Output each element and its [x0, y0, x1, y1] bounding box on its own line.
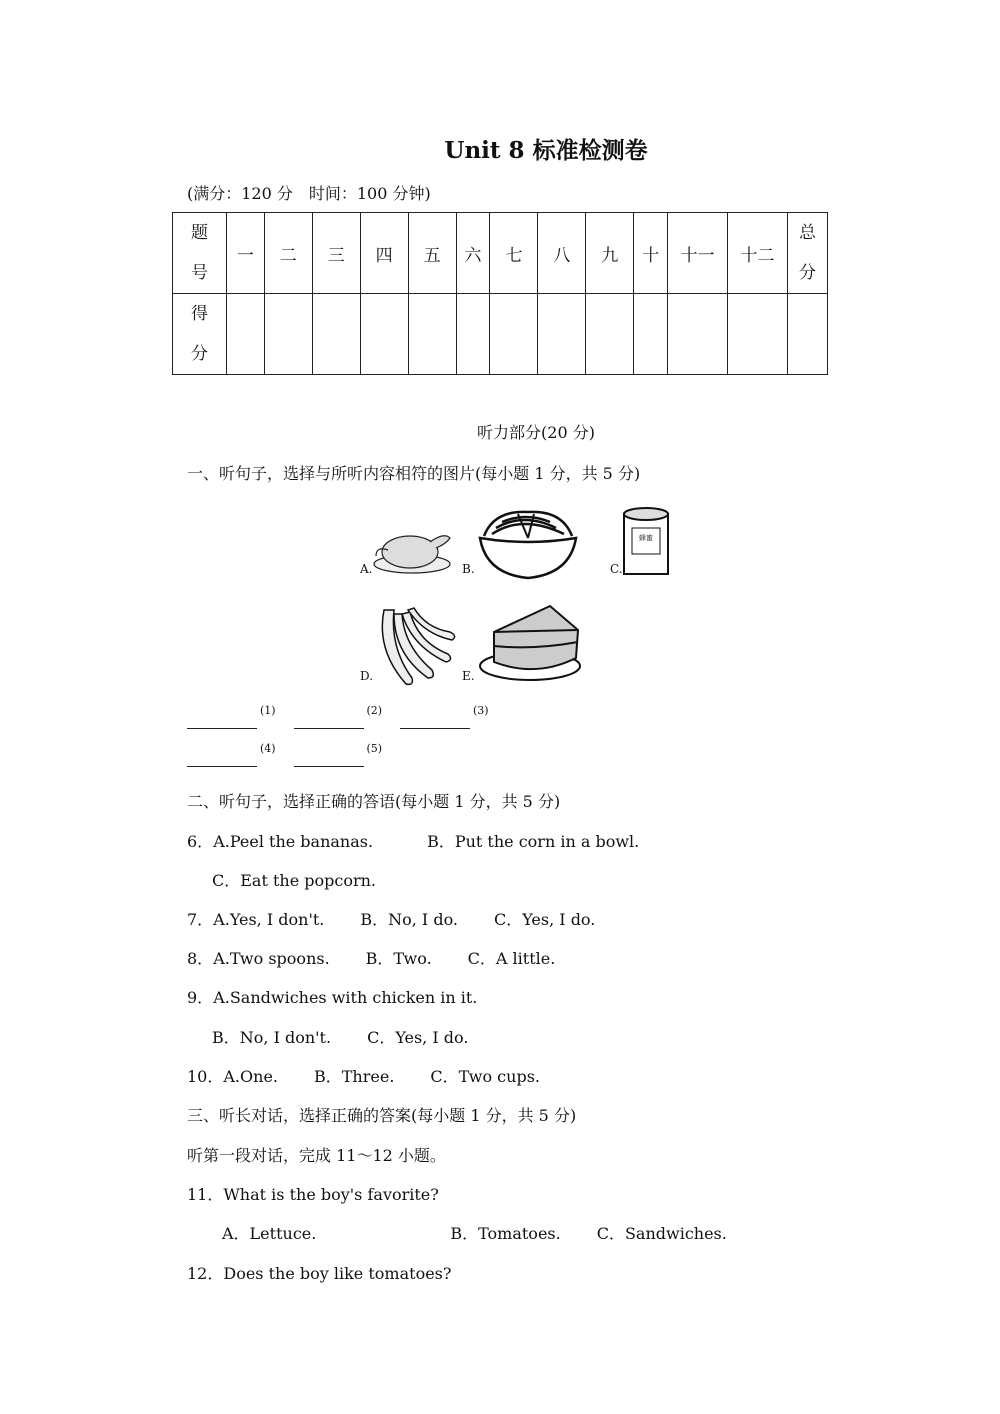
column-header: 十二 [728, 213, 788, 294]
answer-blank[interactable] [187, 714, 257, 729]
column-header: 七 [490, 213, 538, 294]
question-11: 11．What is the boy's favorite? [187, 1185, 439, 1204]
column-header: 十一 [668, 213, 728, 294]
score-cell[interactable] [538, 294, 586, 375]
question-number: 8． [187, 949, 214, 968]
blank-number: (3) [473, 704, 489, 717]
total-score-cell[interactable] [787, 294, 827, 375]
column-header: 五 [408, 213, 456, 294]
header-label-cell: 题 号 [173, 213, 227, 294]
score-cell[interactable] [226, 294, 264, 375]
blank-number: (5) [366, 742, 383, 755]
answer-blank[interactable] [294, 752, 364, 767]
question-number: 6． [187, 832, 214, 851]
cake-icon [478, 602, 588, 686]
score-cell[interactable] [264, 294, 312, 375]
option-a[interactable]: A.Two spoons. [213, 949, 330, 968]
question-7 [187, 907, 595, 930]
option-a[interactable]: A．Lettuce. [222, 1224, 317, 1243]
can-label-text: 蜂蜜 [639, 534, 653, 542]
question-9 [187, 985, 477, 1008]
score-table-score-row [173, 294, 828, 375]
question-6-option-c[interactable]: C．Eat the popcorn. [212, 871, 377, 890]
option-b[interactable]: B．Put the corn in a bowl. [427, 832, 640, 851]
score-cell[interactable] [360, 294, 408, 375]
question-8 [187, 946, 555, 969]
score-table [172, 212, 828, 375]
column-header: 二 [264, 213, 312, 294]
part1-heading: 一、听句子，选择与所听内容相符的图片(每小题 1 分，共 5 分) [187, 464, 641, 483]
listening-section-title: 听力部分(20 分) [477, 423, 595, 442]
score-cell[interactable] [634, 294, 668, 375]
question-11-options [222, 1221, 727, 1244]
column-header: 八 [538, 213, 586, 294]
option-a[interactable]: A.Sandwiches with chicken in it. [213, 988, 478, 1007]
score-cell[interactable] [408, 294, 456, 375]
bananas-icon [374, 604, 458, 688]
answer-blanks-row-2 [187, 742, 397, 767]
column-header: 三 [312, 213, 360, 294]
option-a[interactable]: A.One. [223, 1067, 278, 1086]
option-b[interactable]: B．Three. [314, 1067, 395, 1086]
option-c[interactable]: C．Yes, I do. [494, 910, 596, 929]
exam-meta: (满分：120 分 时间：100 分钟) [187, 184, 431, 203]
part2-heading: 二、听句子，选择正确的答语(每小题 1 分，共 5 分) [187, 792, 561, 811]
column-header: 一 [226, 213, 264, 294]
answer-blank[interactable] [187, 752, 257, 767]
option-b[interactable]: B．Tomatoes. [450, 1224, 561, 1243]
answer-blank[interactable] [400, 714, 470, 729]
part3-intro: 听第一段对话，完成 11～12 小题。 [187, 1146, 446, 1165]
score-cell[interactable] [490, 294, 538, 375]
picture-label-c: C. [610, 562, 623, 576]
score-cell[interactable] [728, 294, 788, 375]
option-c[interactable]: C．Two cups. [430, 1067, 540, 1086]
score-cell[interactable] [668, 294, 728, 375]
blank-number: (1) [260, 704, 276, 717]
row-label-cell: 得 分 [173, 294, 227, 375]
picture-label-d: D. [360, 669, 374, 683]
question-12: 12．Does the boy like tomatoes? [187, 1264, 452, 1283]
can-icon [620, 506, 672, 578]
question-9-options [212, 1025, 468, 1048]
question-number: 9． [187, 988, 214, 1007]
roast-chicken-icon [370, 520, 454, 578]
column-header: 六 [456, 213, 490, 294]
answer-blanks-row-1 [187, 704, 503, 729]
score-cell[interactable] [586, 294, 634, 375]
blank-number: (2) [366, 704, 383, 717]
option-c[interactable]: C．Yes, I do. [367, 1028, 469, 1047]
option-b[interactable]: B．No, I do. [360, 910, 459, 929]
score-cell[interactable] [456, 294, 490, 375]
part3-heading: 三、听长对话，选择正确的答案(每小题 1 分，共 5 分) [187, 1106, 577, 1125]
score-table-header-row [173, 213, 828, 294]
question-number: 10． [187, 1067, 224, 1086]
column-header: 九 [586, 213, 634, 294]
option-a[interactable]: A.Yes, I don't. [213, 910, 325, 929]
page-title: Unit 8 标准检测卷 [444, 137, 648, 164]
option-b[interactable]: B．No, I don't. [212, 1028, 332, 1047]
score-cell[interactable] [312, 294, 360, 375]
answer-blank[interactable] [294, 714, 364, 729]
noodle-bowl-icon [476, 510, 578, 580]
column-header: 四 [360, 213, 408, 294]
total-label-cell: 总 分 [787, 213, 827, 294]
blank-number: (4) [260, 742, 276, 755]
picture-label-e: E. [462, 669, 475, 683]
option-c[interactable]: C．Sandwiches. [596, 1224, 727, 1243]
option-b[interactable]: B．Two. [365, 949, 432, 968]
option-a[interactable]: A.Peel the bananas. [213, 832, 374, 851]
picture-label-b: B. [462, 562, 475, 576]
question-number: 7． [187, 910, 214, 929]
column-header: 十 [634, 213, 668, 294]
picture-label-a: A. [360, 562, 373, 576]
question-6 [187, 829, 639, 852]
option-c[interactable]: C．A little. [467, 949, 556, 968]
question-10 [187, 1064, 540, 1087]
